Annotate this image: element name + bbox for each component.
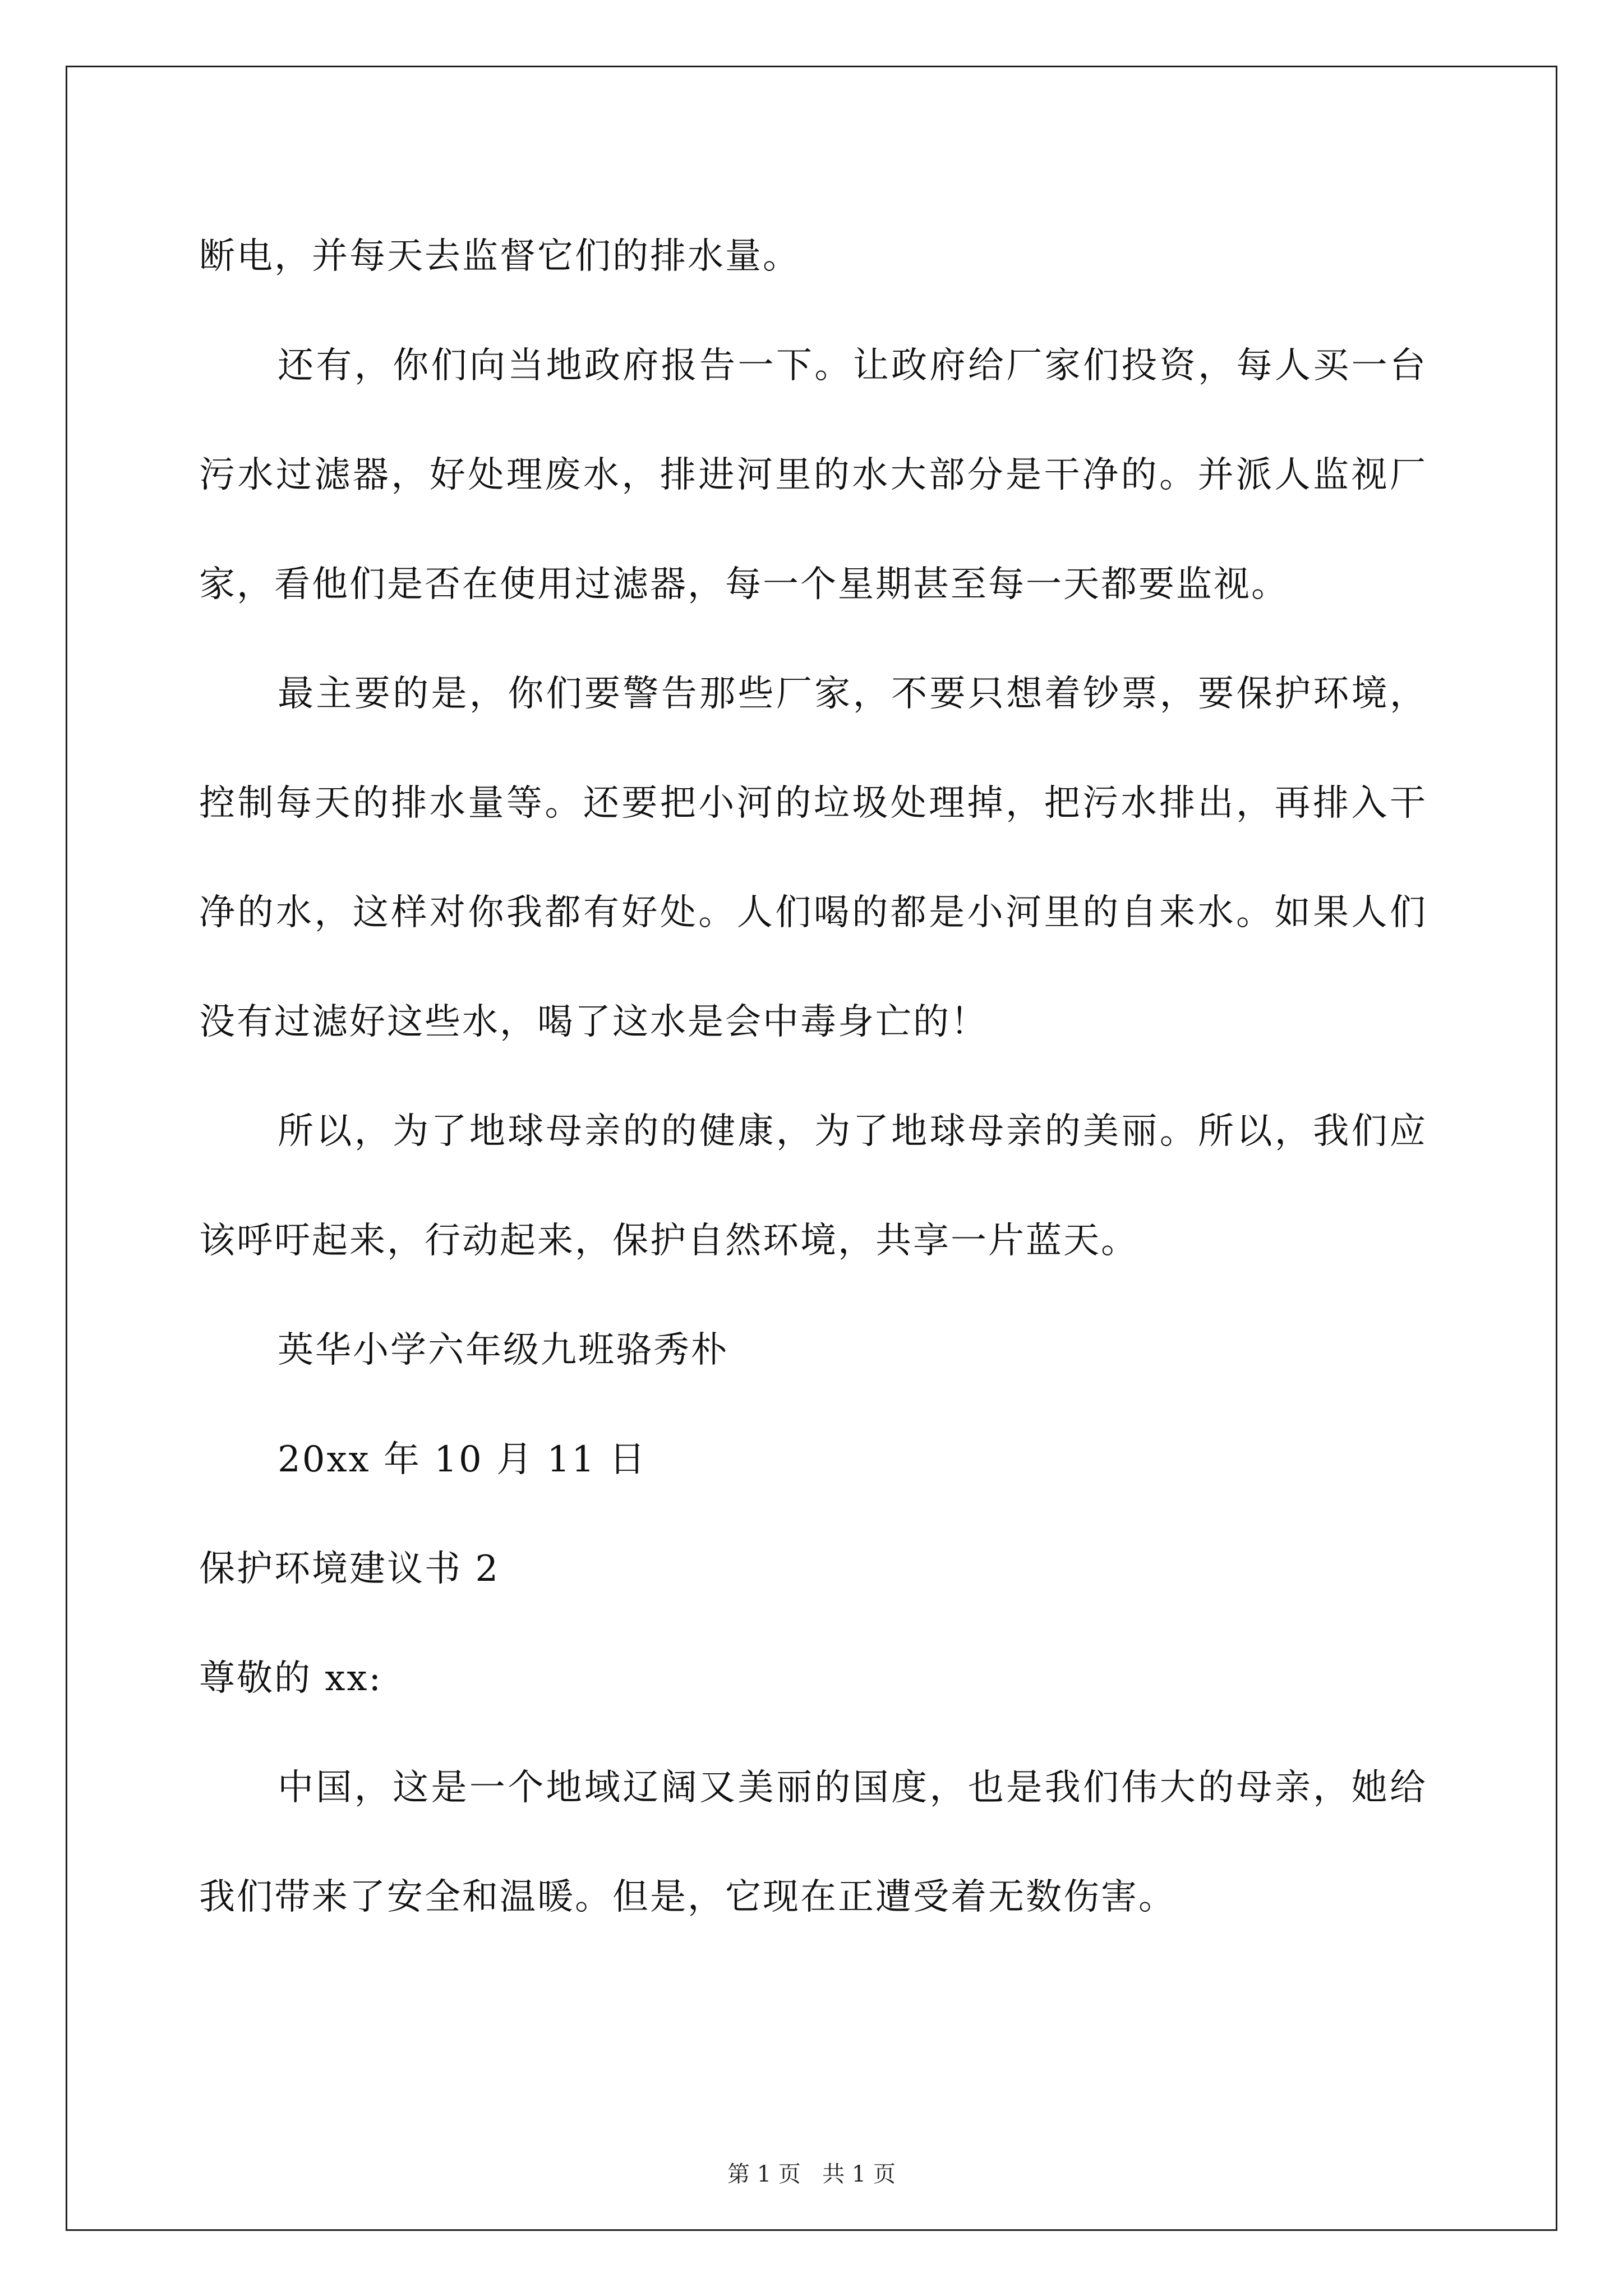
signature-line: 英华小学六年级九班骆秀朴 <box>278 1329 728 1371</box>
section-title: 保护环境建议书 2 <box>199 1548 500 1590</box>
paragraph-5: 中国，这是一个地域辽阔又美丽的国度，也是我们伟大的母亲，她给我们带来了安全和温暖。但是，它现在正遭受着无数伤害。 <box>199 1767 1427 1918</box>
page-footer: 第 1 页 共 1 页 <box>727 2161 896 2187</box>
paragraph-1: 断电，并每天去监督它们的排水量。 <box>199 236 800 277</box>
paragraph-3: 最主要的是，你们要警告那些厂家，不要只想着钞票，要保护环境，控制每天的排水量等。还要把小河的垃圾处理掉，把污水排出，再排入干净的水，这样对你我都有好处。人们喝的都是小河里的自来水。如果人们没有过滤好这些水，喝了这水是会中毒身亡的！ <box>199 673 1427 1043</box>
date-line: 20xx 年 10 月 11 日 <box>278 1439 647 1480</box>
document-body <box>199 202 1427 1952</box>
salutation: 尊敬的 xx: <box>199 1658 383 1699</box>
paragraph-4: 所以，为了地球母亲的的健康，为了地球母亲的美丽。所以，我们应该呼吁起来，行动起来，保护自然环境，共享一片蓝天。 <box>199 1111 1427 1262</box>
paragraph-2: 还有，你们向当地政府报告一下。让政府给厂家们投资，每人买一台污水过滤器，好处理废水，排进河里的水大部分是干净的。并派人监视厂家，看他们是否在使用过滤器，每一个星期甚至每一天都要监视。 <box>199 345 1427 605</box>
